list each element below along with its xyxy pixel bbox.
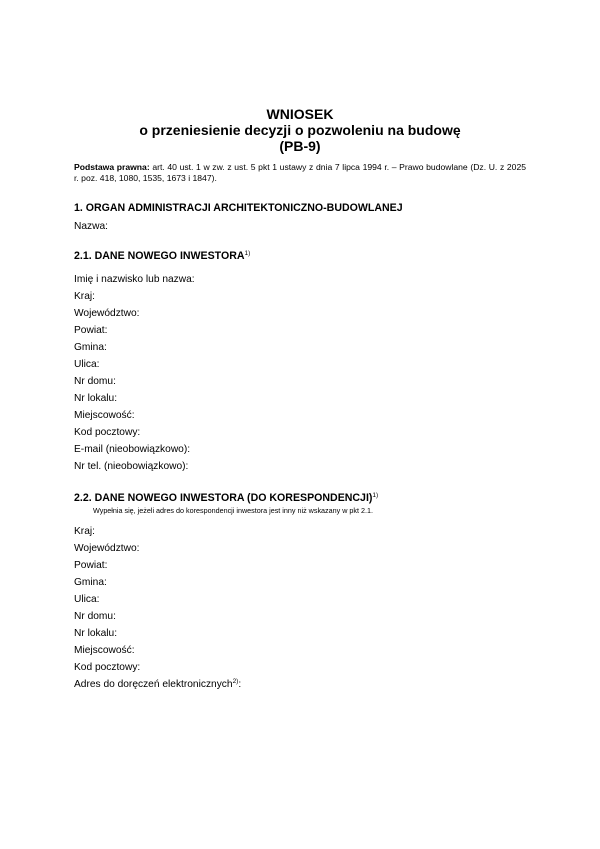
field-corr-commune[interactable]: Gmina: [74,577,107,588]
field-corr-city[interactable]: Miejscowość: [74,645,135,656]
legal-basis-text: art. 40 ust. 1 w zw. z ust. 5 pkt 1 ustawy z dnia 7 lipca 1994 r. – Prawo budowlane (Dz. U. z 2025 r. poz. 418, 1080, 1535, 1673 i 1847). [74,162,527,183]
field-corr-voivodeship[interactable]: Województwo: [74,543,140,554]
section-1-heading: 1. ORGAN ADMINISTRACJI ARCHITEKTONICZNO-BUDOWLANEJ [74,202,403,214]
section-2-1-fields [74,271,526,475]
section-2-2-note: Wypełnia się, jeżeli adres do korespondencji inwestora jest inny niż wskazany w pkt 2.1. [93,506,373,515]
section-2-2-title: 2.2. DANE NOWEGO INWESTORA (DO KORESPONDENCJI) [74,492,373,504]
form-title: WNIOSEK [266,106,334,122]
title-block [74,106,526,154]
field-postal-code[interactable]: Kod pocztowy: [74,427,141,438]
form-code: (PB-9) [279,138,321,154]
form-subtitle: o przeniesienie decyzji o pozwoleniu na budowę [139,122,461,138]
field-name[interactable]: Imię i nazwisko lub nazwa: [74,274,195,285]
field-corr-county[interactable]: Powiat: [74,560,108,571]
field-county[interactable]: Powiat: [74,325,108,336]
section-2-1-heading [74,250,526,263]
field-corr-street[interactable]: Ulica: [74,594,100,605]
field-electronic-address[interactable] [74,676,526,693]
footnote-ref: 1) [372,492,379,499]
section-2-2-fields [74,523,526,693]
field-corr-country[interactable]: Kraj: [74,526,95,537]
field-organ-name[interactable]: Nazwa: [74,221,108,232]
electronic-address-colon: : [238,679,242,690]
section-1-fields [74,218,526,235]
field-corr-house-number[interactable]: Nr domu: [74,611,116,622]
field-country[interactable]: Kraj: [74,291,95,302]
field-email[interactable]: E-mail (nieobowiązkowo): [74,444,191,455]
field-voivodeship[interactable]: Województwo: [74,308,140,319]
field-apartment-number[interactable]: Nr lokalu: [74,393,118,404]
section-2-1-title: 2.1. DANE NOWEGO INWESTORA [74,250,245,262]
legal-basis [74,162,526,184]
footnote-ref: 1) [244,250,251,257]
section-2-2-heading [74,492,526,505]
footnote-ref: 2) [232,678,239,685]
legal-basis-label: Podstawa prawna: [74,162,150,172]
form-page [74,106,526,693]
field-street[interactable]: Ulica: [74,359,100,370]
field-corr-apartment-number[interactable]: Nr lokalu: [74,628,118,639]
electronic-address-label: Adres do doręczeń elektronicznych [74,679,233,690]
field-corr-postal-code[interactable]: Kod pocztowy: [74,662,141,673]
field-city[interactable]: Miejscowość: [74,410,135,421]
field-commune[interactable]: Gmina: [74,342,107,353]
field-phone[interactable]: Nr tel. (nieobowiązkowo): [74,461,189,472]
field-house-number[interactable]: Nr domu: [74,376,116,387]
